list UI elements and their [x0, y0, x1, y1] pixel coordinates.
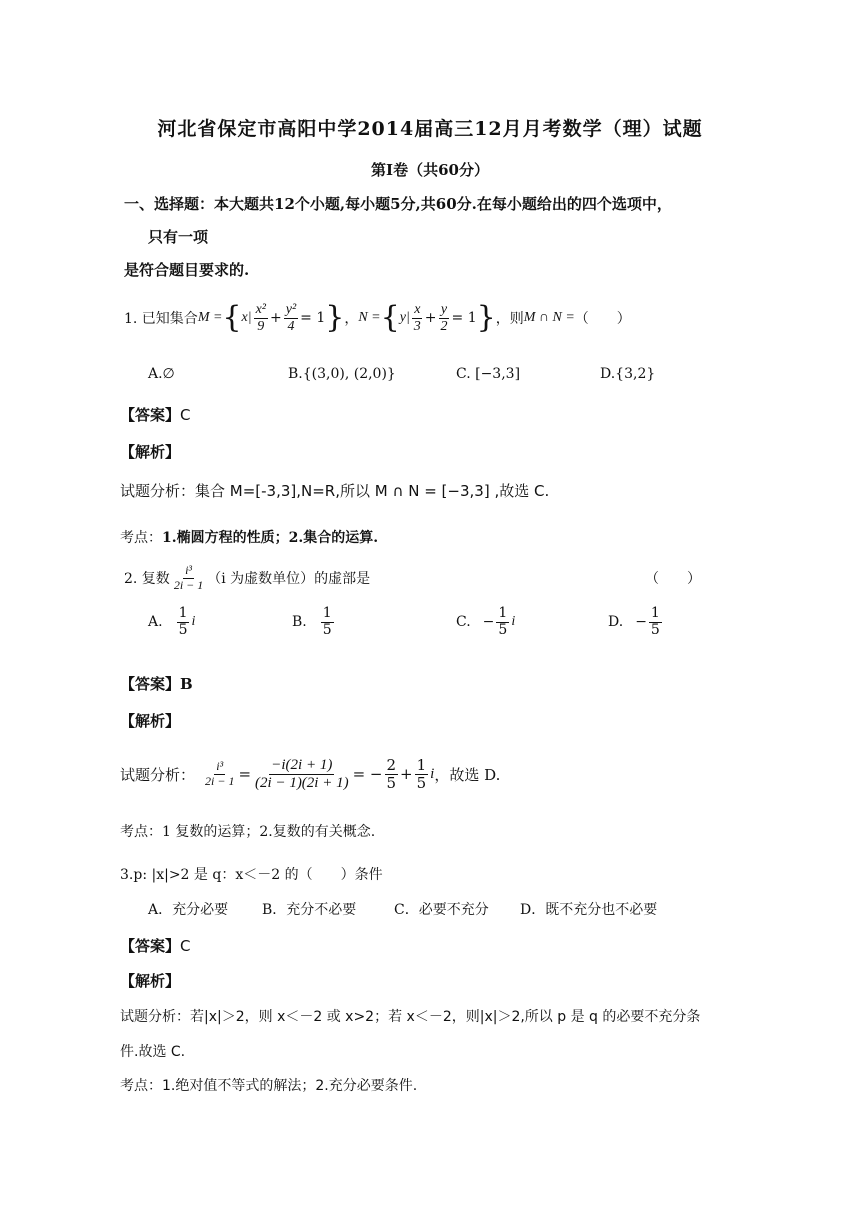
q1-frac4-den: 2	[440, 318, 448, 334]
q1-frac1	[254, 302, 268, 334]
q2-frac-num: i³	[185, 563, 192, 578]
q2-analysis-frac2-den: (2i − 1)(2i + 1)	[255, 774, 349, 791]
q1-prefix: 1. 已知集合	[124, 311, 198, 327]
q2-analysis-plus: +	[400, 765, 413, 783]
q1-option-b: B.{(3,0), (2,0)}	[288, 366, 396, 382]
q2-analysis-frac4	[415, 757, 429, 791]
q1-points-label: 考点：	[120, 530, 162, 546]
q2-option-a-frac	[177, 606, 190, 638]
q2-points	[120, 821, 375, 841]
q1-frac2-num: y²	[285, 302, 297, 318]
q1-option-a: A.∅	[148, 366, 175, 382]
q3-analysis-line-1: 试题分析：若|x|＞2，则 x＜－2 或 x>2；若 x＜－2，则|x|＞2,所以 p 是 q 的必要不充分条	[120, 1009, 701, 1025]
q2-answer	[120, 673, 193, 694]
q1-analysis-label: 【解析】	[120, 443, 181, 461]
q2-analysis-frac2	[253, 757, 351, 791]
q2-option-d-num: 1	[650, 605, 660, 622]
q2-answer-label: 【答案】	[120, 675, 181, 693]
q1-brace-open-m: {	[222, 300, 242, 335]
q1-frac3	[412, 302, 423, 334]
q1-option-d: D.{3,2}	[600, 366, 656, 382]
q2-analysis-frac1	[203, 760, 236, 787]
q3-points	[120, 1075, 417, 1095]
q2-option-a-num: 1	[178, 605, 188, 622]
q1-set-m-lhs: M =	[197, 310, 223, 325]
q2-analysis-frac3-num: 2	[386, 756, 397, 774]
page-title: 河北省保定市高阳中学2014届高三12月月考数学（理）试题	[157, 118, 703, 140]
q2-option-b-num: 1	[322, 605, 332, 622]
q1-frac3-num: x	[414, 302, 421, 318]
q2-option-b-label: B.	[292, 614, 307, 630]
q3-analysis-line-2: 件.故选 C.	[120, 1044, 186, 1060]
q2-option-a-den: 5	[178, 621, 188, 638]
q1-brace-open-n: {	[380, 300, 400, 335]
q1-eq2: = 1	[451, 310, 477, 326]
q1-plus1: +	[270, 310, 282, 326]
page-subtitle: 第Ⅰ卷（共60分）	[371, 161, 489, 179]
q1-frac2-den: 4	[287, 318, 295, 334]
q1-brace-close-m: }	[325, 300, 345, 335]
section-intro-line-3: 是符合题目要求的.	[124, 261, 250, 279]
q2-option-d-frac	[649, 606, 662, 638]
q2-option-d-label: D.	[608, 614, 624, 630]
q2-option-c-den: 5	[498, 621, 508, 638]
q2-option-c-tail: i	[511, 614, 516, 629]
q1-set-m-var: x|	[241, 310, 252, 325]
q2-analysis-eq1: =	[238, 765, 252, 783]
q1-stem	[124, 298, 631, 338]
q2-analysis	[120, 750, 500, 798]
q3-stem: 3.p: |x|>2 是 q：x＜－2 的（ ）条件	[120, 867, 383, 883]
q2-desc: （i 为虚数单位）的虚部是	[207, 571, 371, 587]
q2-analysis-label: 【解析】	[120, 712, 181, 730]
q3-points-text: 1.绝对值不等式的解法；2.充分必要条件.	[162, 1078, 418, 1094]
q1-points-text: 1.椭圆方程的性质；2.集合的运算.	[162, 530, 379, 546]
q2-analysis-eq2: = −	[352, 765, 383, 783]
q2-option-b	[292, 602, 336, 642]
q1-expr: M ∩ N =	[523, 310, 575, 325]
q1-frac1-num: x²	[255, 302, 266, 318]
q1-points	[120, 527, 378, 547]
q1-answer-value: C	[180, 406, 191, 424]
q3-option-d: D．既不充分也不必要	[520, 902, 658, 918]
q1-answer	[120, 404, 191, 425]
q2-option-c-label: C.	[456, 614, 471, 630]
q1-frac4-num: y	[440, 302, 448, 318]
q2-option-b-frac	[321, 606, 334, 638]
q2-paren: （ ）	[645, 571, 701, 587]
q3-option-c: C．必要不充分	[394, 902, 489, 918]
q2-analysis-prefix: 试题分析：	[120, 765, 196, 784]
section-intro-line-1: 一、选择题：本大题共12个小题,每小题5分,共60分.在每小题给出的四个选项中，	[124, 195, 672, 213]
q1-paren: （ ）	[574, 311, 631, 327]
q3-option-a: A．充分必要	[148, 902, 229, 918]
q2-points-label: 考点：	[120, 824, 162, 840]
section-intro-line-2: 只有一项	[148, 228, 209, 246]
q1-analysis: 试题分析：集合 M=[-3,3],N=R,所以 M ∩ N = [−3,3] ,故选 C.	[120, 482, 550, 500]
q1-frac2	[284, 302, 298, 334]
q2-option-c-frac	[496, 606, 509, 638]
q2-option-a-label: A.	[148, 614, 163, 630]
q2-option-c-num: 1	[498, 605, 508, 622]
q3-answer-value: C	[180, 937, 191, 955]
q2-option-c-sign: −	[482, 614, 495, 630]
q2-analysis-tail: ，故选 D.	[434, 765, 501, 784]
q1-frac3-den: 3	[413, 318, 421, 334]
q2-frac-den: 2i − 1	[173, 577, 204, 592]
q1-set-n-lhs: N =	[358, 310, 381, 325]
q2-analysis-frac4-num: 1	[416, 756, 427, 774]
q1-sep: ，	[344, 311, 359, 327]
q2-analysis-frac1-num: i³	[216, 759, 224, 774]
q2-analysis-frac4-den: 5	[416, 773, 427, 792]
q1-plus2: +	[424, 310, 437, 326]
q1-then: ，则	[495, 311, 524, 327]
q2-option-d	[608, 602, 664, 642]
q3-points-label: 考点：	[120, 1078, 162, 1094]
q3-option-b: B．充分不必要	[262, 902, 357, 918]
q2-points-text: 1 复数的运算；2.复数的有关概念.	[162, 824, 376, 840]
q1-set-n-var: y|	[399, 310, 410, 325]
q1-eq1: = 1	[300, 310, 326, 326]
q2-analysis-frac3-den: 5	[386, 773, 397, 792]
q2-option-a	[148, 602, 195, 642]
q3-answer-label: 【答案】	[120, 937, 181, 955]
q3-answer	[120, 935, 191, 956]
q3-analysis-label: 【解析】	[120, 972, 181, 990]
q1-option-c: C. [−3,3]	[456, 366, 521, 382]
q1-brace-close-n: }	[476, 300, 496, 335]
q2-option-b-den: 5	[322, 621, 332, 638]
q2-frac	[172, 564, 205, 591]
q2-analysis-i: i	[430, 765, 435, 782]
q2-analysis-frac2-num: −i(2i + 1)	[271, 757, 333, 773]
q2-analysis-frac1-den: 2i − 1	[205, 773, 235, 788]
q2-prefix: 2. 复数	[124, 571, 170, 587]
q1-frac1-den: 9	[257, 318, 265, 334]
q2-stem	[124, 558, 370, 598]
q2-option-a-tail: i	[191, 614, 196, 629]
q2-option-c	[456, 602, 515, 642]
q2-option-d-sign: −	[635, 614, 647, 630]
q2-answer-value: B	[180, 675, 193, 693]
q2-analysis-frac3	[385, 757, 399, 791]
q1-frac4	[439, 302, 450, 334]
q1-answer-label: 【答案】	[120, 406, 181, 424]
q2-option-d-den: 5	[650, 621, 660, 638]
